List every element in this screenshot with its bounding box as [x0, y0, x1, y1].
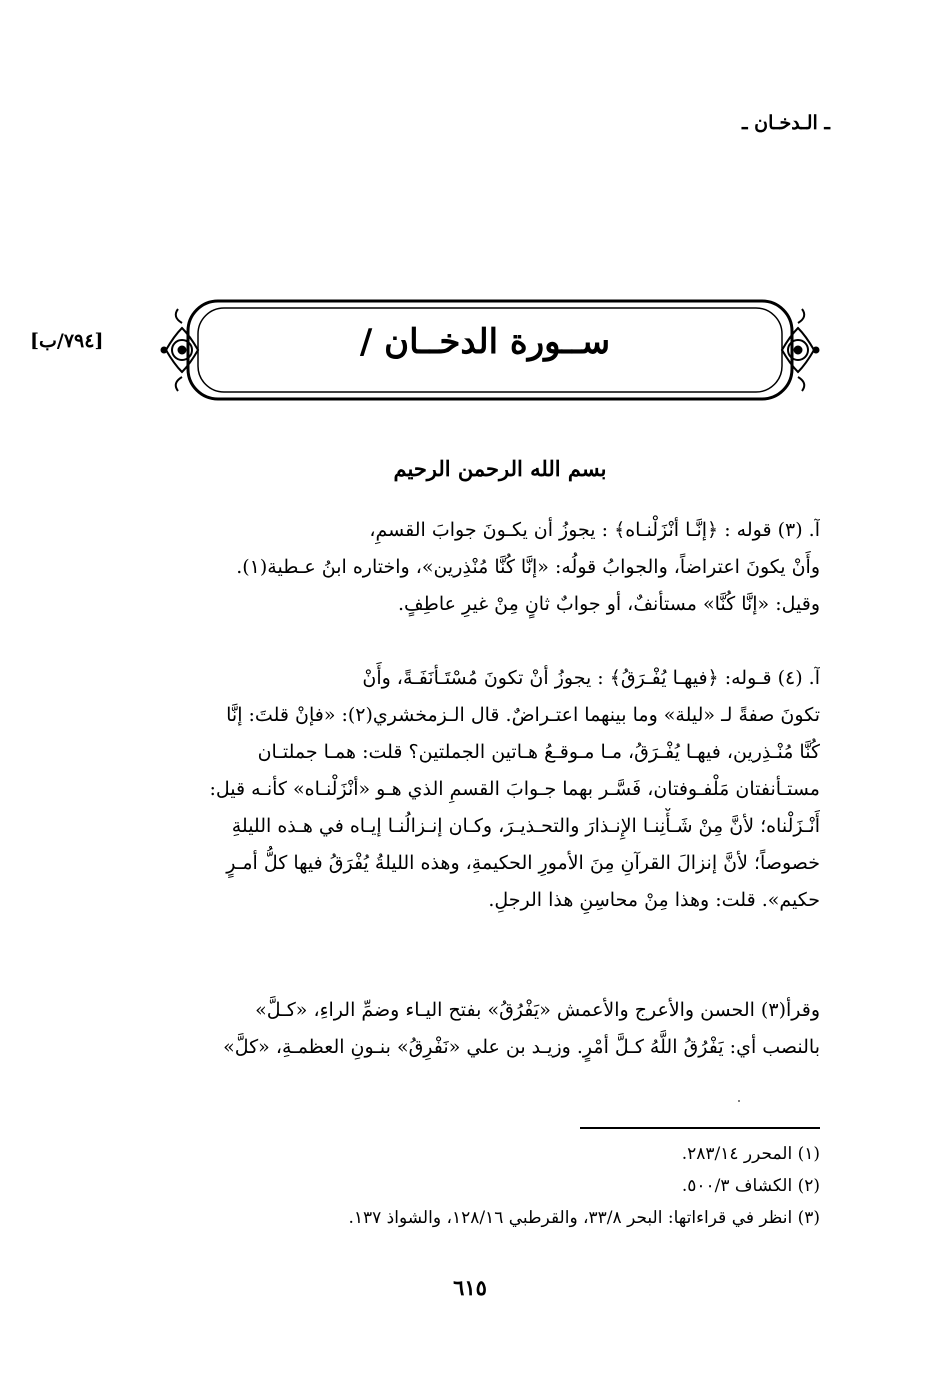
folio-reference: [٧٩٤/ب]	[30, 330, 104, 352]
text-line: وأَنْ يكونَ اعتراضاً، والجوابُ قولُه: «إنَّا كُنَّا مُنْذِرين»، واختاره ابنُ عـطية(١).	[236, 556, 820, 578]
basmala: بسم الله الرحمن الرحيم	[393, 456, 607, 481]
ornament-right-icon	[782, 309, 819, 391]
text-line: وقرأ(٣) الحسن والأعرج والأعمش «يَفْرُقُ» بفتح اليـاء وضمِّ الراءِ، «كـلَّ»	[255, 999, 820, 1021]
text-line: وقيل: «إنَّا كُنَّا» مستأنفٌ، أو جوابٌ ثانٍ مِنْ غيرِ عاطِفٍ.	[397, 593, 820, 615]
text-line: حكيم». قلت: وهذا مِنْ محاسِنِ هذا الرجلِ.	[488, 889, 820, 911]
text-line: تكونَ صفةً لـ «ليلة» وما بينهما اعتـراضٌ. قال الـزمخشري(٢): «فإنْ قلتَ: إنَّا	[226, 704, 820, 726]
text-line: مستـأنفتان مَلْفـوفتان، فَسَّـر بهما جـوابَ القسمِ الذي هـو «أنْزَلْنـاه» كأنـه قيل:	[209, 778, 820, 800]
text-line: بالنصب أي: يَفْرُقُ اللَّهُ كـلَّ أمْرٍ. وزيـد بن علي «نَفْرِقُ» بنـونِ العظمـةِ، «كلَّ»	[223, 1036, 820, 1058]
footnote: (١) المحرر ٢٨٣/١٤.	[681, 1144, 820, 1164]
commentary-paragraph	[130, 512, 820, 623]
commentary-paragraph	[130, 660, 820, 919]
text-line: آ. (٤) قـوله: ﴿فيهـا يُفْـرَقُ﴾ : يجوزُ أنْ تكونَ مُسْتَـأنَفَـةً، وأَنْ	[362, 667, 820, 689]
ornament-left-icon	[161, 309, 198, 391]
print-speck	[738, 1100, 740, 1102]
footnote-separator	[580, 1127, 820, 1129]
running-header: ـ الـدخـان ـ	[741, 112, 830, 134]
footnote: (٣) انظر في قراءاتها: البحر ٣٣/٨، والقرطبي ١٢٨/١٦، والشواذ ١٣٧.	[348, 1208, 820, 1228]
surah-title: ســورة الدخــان /	[359, 322, 611, 362]
text-line: أَنْـزَلْناه؛ لأنَّ مِنْ شَـأْنِنـا الإِنـذارَ والتحـذيـرَ، وكـان إنـزالُنـا إيـاه في هـذه الليلةِ	[231, 815, 820, 837]
commentary-paragraph	[130, 992, 820, 1066]
footnotes	[230, 1138, 820, 1234]
text-line: خصوصاً؛ لأنَّ إنزالَ القرآنِ مِنَ الأمورِ الحكيمةِ، وهذه الليلةُ يُفْرَقُ فيها كلُّ أمـرٍ	[226, 852, 820, 874]
page-number: ٦١٥	[453, 1275, 487, 1300]
text-line: كُنَّا مُنْـذِرين، فيهـا يُفْـرَقُ، مـا مـوقـعُ هـاتين الجملتين؟ قلت: همـا جملتـان	[257, 741, 820, 763]
text-line: آ. (٣) قوله : ﴿إنَّـا أنْزَلْنـاه﴾ : يجوزُ أن يكـونَ جوابَ القسمِ،	[369, 519, 820, 541]
footnote: (٢) الكشاف ٥٠٠/٣.	[681, 1176, 820, 1196]
